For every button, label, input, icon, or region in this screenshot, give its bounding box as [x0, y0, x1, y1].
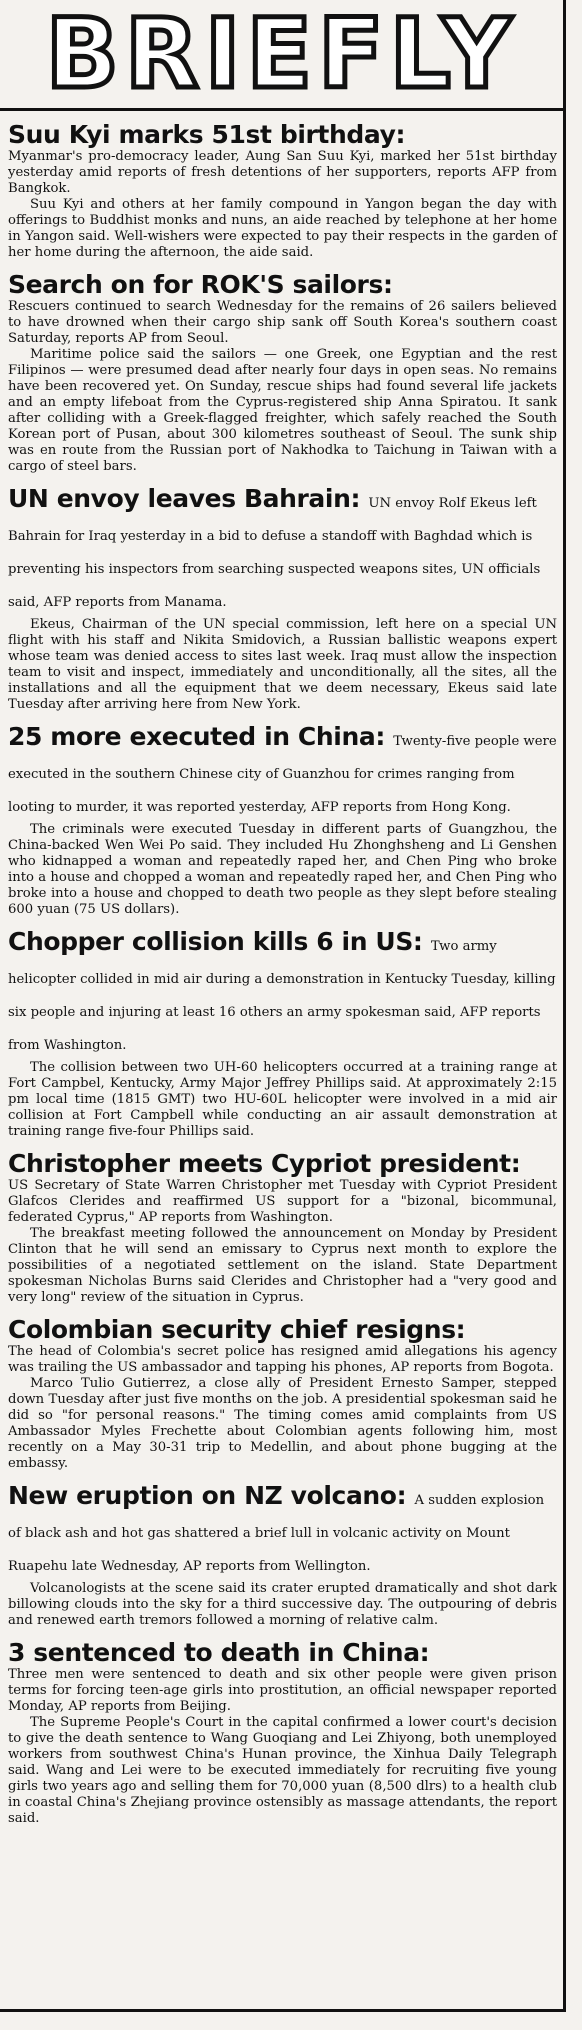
brief-headline	[8, 723, 557, 822]
brief-headline	[8, 121, 557, 149]
brief-headline	[8, 485, 557, 617]
masthead-title: BRIEFLY	[45, 0, 518, 110]
brief-lead-text: A sudden explosion of black ash and hot gas shattered a brief lull in volcanic activity on Mount Ruapehu late Wednesday, AP reports from Wellington.	[8, 1493, 545, 1574]
brief-headline	[8, 1639, 557, 1667]
brief-lead-text: UN envoy Rolf Ekeus left Bahrain for Iraq yesterday in a bid to defuse a standoff with Baghdad which is preventing his inspectors from searching suspected weapons sites, UN officials said, AFP reports from Manama.	[8, 496, 541, 610]
brief-headline	[8, 1482, 557, 1581]
news-brief	[8, 485, 557, 713]
news-brief	[8, 723, 557, 918]
brief-paragraph: The collision between two UH-60 helicopters occurred at a training range at Fort Campbel, Kentucky, Army Major Jeffrey Phillips said. At approximately 2:15 pm local time (1815 GMT) two HU-60L helicopter were involved in a mid air collision at Fort Campbell while conducting an air assault demonstration at training range five-four Phillips said.	[8, 1060, 557, 1139]
news-brief	[8, 928, 557, 1140]
brief-paragraph: Maritime police said the sailors — one Greek, one Egyptian and the rest Filipinos — were presumed dead after nearly four days in open seas. No remains have been recovered yet. On Sunday, rescue ships had found several life jackets and an empty lifeboat from the Cyprus-registered ship Anna Spiratou. It sank after colliding with a Greek-flagged freighter, which safely reached the South Korean port of Pusan, about 300 kilometres southeast of Seoul. The sunk ship was en route from the Russian port of Nakhodka to Taichung in Taiwan with a cargo of steel bars.	[8, 347, 557, 474]
headline-text: Chopper collision kills 6 in US:	[8, 927, 423, 956]
news-brief	[8, 1639, 557, 1827]
news-brief	[8, 271, 557, 475]
news-brief	[8, 121, 557, 261]
headline-text: 3 sentenced to death in China:	[8, 1638, 430, 1667]
headline-text: Search on for ROK'S sailors:	[8, 270, 393, 299]
brief-headline	[8, 1150, 557, 1178]
masthead	[0, 0, 563, 111]
brief-paragraph: Ekeus, Chairman of the UN special commission, left here on a special UN flight with his staff and Nikita Smidovich, a Russian ballistic weapons expert whose team was denied access to sites last week. Iraq must allow the inspection team to visit and inspect, immediately and unconditionally, all the sites, all the installations and all the equipment that we deem necessary, Ekeus said late Tuesday after arriving here from New York.	[8, 617, 557, 712]
news-brief	[8, 1482, 557, 1629]
brief-paragraph: The Supreme People's Court in the capital confirmed a lower court's decision to give the death sentence to Wang Guoqiang and Lei Zhiyong, both unemployed workers from southwest China's Hunan province, the Xinhua Daily Telegraph said. Wang and Lei were to be executed immediately for recruiting five young girls two years ago and selling them for 70,000 yuan (8,500 dlrs) to a health club in coastal China's Zhejiang province ostensibly as massage attendants, the report said.	[8, 1715, 557, 1826]
brief-lead-text: Twenty-five people were executed in the southern Chinese city of Guanzhou for crimes ranging from looting to murder, it was reported yesterday, AFP reports from Hong Kong.	[8, 734, 557, 815]
brief-paragraph: US Secretary of State Warren Christopher met Tuesday with Cypriot President Glafcos Clerides and reaffirmed US support for a "bizonal, bicommunal, federated Cyprus," AP reports from Washington.	[8, 1178, 557, 1225]
news-brief	[8, 1316, 557, 1472]
brief-paragraph: Marco Tulio Gutierrez, a close ally of President Ernesto Samper, stepped down Tuesday after just five months on the job. A presidential spokesman said he did so "for personal reasons." The timing comes amid complaints from US Ambassador Myles Frechette about Colombian agents following him, most recently on a May 30-31 trip to Medellin, and about phone bugging at the embassy.	[8, 1376, 557, 1471]
brief-paragraph: Three men were sentenced to death and six other people were given prison terms for forcing teen-age girls into prostitution, an official newspaper reported Monday, AP reports from Beijing.	[8, 1667, 557, 1714]
brief-headline	[8, 271, 557, 299]
headline-text: Colombian security chief resigns:	[8, 1315, 466, 1344]
brief-paragraph: The head of Colombia's secret police has resigned amid allegations his agency was trailing the US ambassador and tapping his phones, AP reports from Bogota.	[8, 1344, 557, 1375]
brief-headline	[8, 928, 557, 1060]
brief-paragraph: Suu Kyi and others at her family compound in Yangon began the day with offerings to Buddhist monks and nuns, an aide reached by telephone at her home in Yangon said. Well-wishers were expected to pay their respects in the garden of her home during the afternoon, the aide said.	[8, 197, 557, 260]
brief-headline	[8, 1316, 557, 1344]
brief-paragraph: Volcanologists at the scene said its crater erupted dramatically and shot dark billowing clouds into the sky for a third successive day. The outpouring of debris and renewed earth tremors followed a morning of relative calm.	[8, 1581, 557, 1628]
brief-paragraph: Myanmar's pro-democracy leader, Aung San Suu Kyi, marked her 51st birthday yesterday amid reports of fresh detentions of her supporters, reports AFP from Bangkok.	[8, 149, 557, 196]
headline-text: New eruption on NZ volcano:	[8, 1481, 407, 1510]
brief-paragraph: Rescuers continued to search Wednesday for the remains of 26 sailers believed to have drowned when their cargo ship sank off South Korea's southern coast Saturday, reports AP from Seoul.	[8, 299, 557, 346]
headline-text: UN envoy leaves Bahrain:	[8, 484, 361, 513]
news-brief	[8, 1150, 557, 1306]
brief-lead-text: Two army helicopter collided in mid air during a demonstration in Kentucky Tuesday, killing six people and injuring at least 16 others an army spokesman said, AFP reports from Washington.	[8, 939, 556, 1053]
headline-text: Suu Kyi marks 51st birthday:	[8, 120, 406, 149]
headline-text: 25 more executed in China:	[8, 722, 385, 751]
brief-paragraph: The criminals were executed Tuesday in different parts of Guangzhou, the China-backed Wen Wei Po said. They included Hu Zhonghsheng and Li Genshen who kidnapped a woman and repeatedly raped her, and Chen Ping who broke into a house and chopped a woman and repeatedly raped her, and Chen Ping who broke into a house and chopped to death two people as they slept before stealing 600 yuan (75 US dollars).	[8, 822, 557, 917]
headline-text: Christopher meets Cypriot president:	[8, 1149, 521, 1178]
brief-paragraph: The breakfast meeting followed the announcement on Monday by President Clinton that he will send an emissary to Cyprus next month to explore the possibilities of a negotiated settlement on the island. State Department spokesman Nicholas Burns said Clerides and Christopher had a "very good and very long" review of the situation in Cyprus.	[8, 1226, 557, 1305]
stories-list	[8, 121, 557, 1827]
